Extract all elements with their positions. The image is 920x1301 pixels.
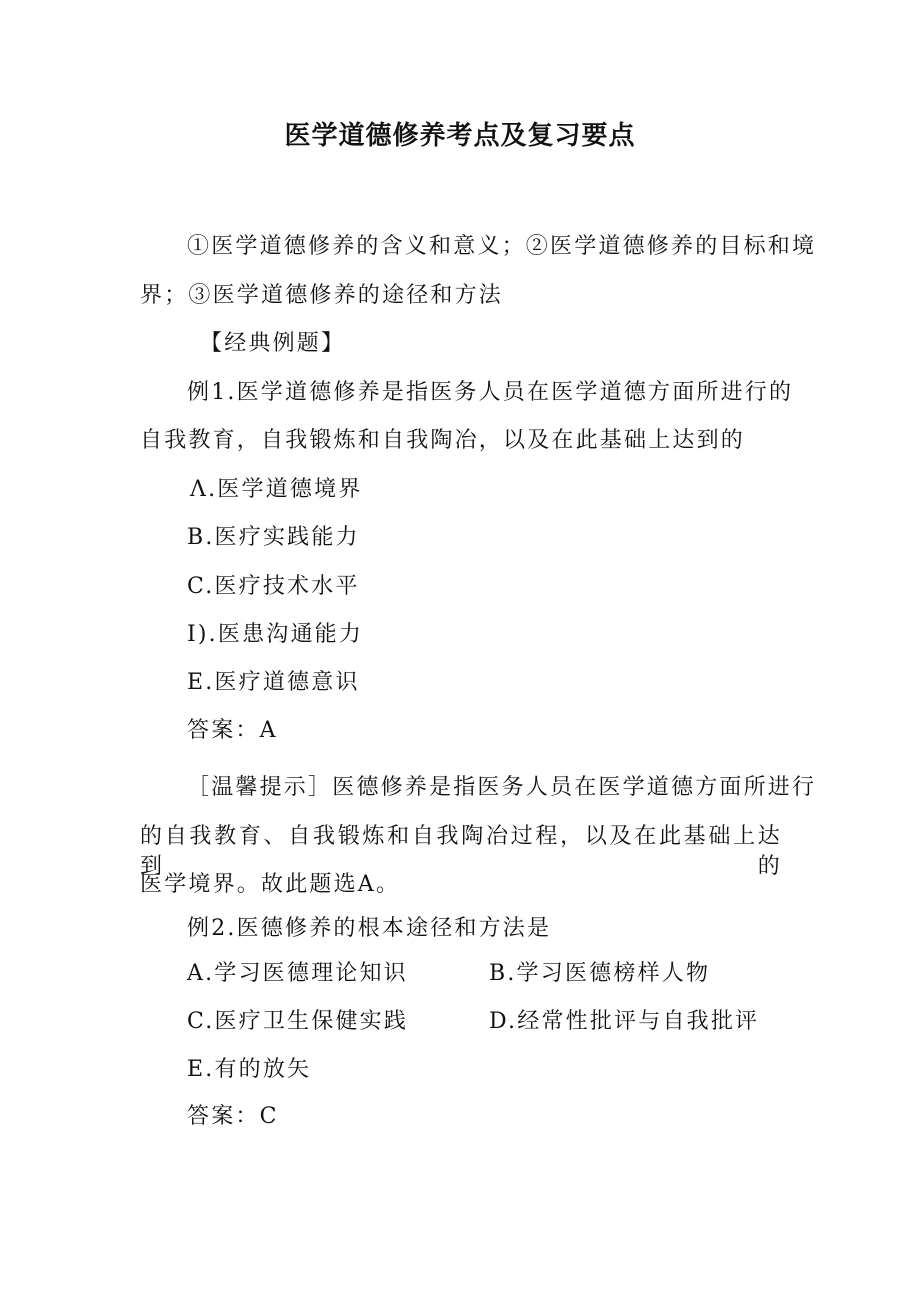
example2-answer: 答案：C xyxy=(187,1104,279,1129)
example2-option-e: E.有的放矢 xyxy=(187,1057,312,1082)
example1-question-line-2: 自我教育，自我锻炼和自我陶冶，以及在此基础上达到的 xyxy=(140,428,746,453)
intro-line-2: 界；③医学道德修养的途径和方法 xyxy=(140,283,504,308)
example1-hint-line-1: ［温馨提示］医德修养是指医务人员在医学道德方面所进行 xyxy=(187,775,817,800)
section-heading: 【经典例题】 xyxy=(200,331,346,356)
example1-option-a: Λ.医学道德境界 xyxy=(190,477,363,502)
example2-option-b: B.学习医德榜样人物 xyxy=(489,961,711,986)
example1-answer: 答案：A xyxy=(187,718,278,743)
example1-option-d: I).医患沟通能力 xyxy=(187,622,364,647)
example2-question: 例2.医德修养的根本途径和方法是 xyxy=(187,916,552,941)
example1-question-line-1: 例1.医学道德修养是指医务人员在医学道德方面所进行的 xyxy=(187,380,794,405)
example2-option-a: A.学习医德理论知识 xyxy=(187,961,408,986)
example2-option-c: C.医疗卫生保健实践 xyxy=(187,1009,409,1034)
intro-line-1: ①医学道德修养的含义和意义；②医学道德修养的目标和境 xyxy=(187,234,817,259)
example2-option-d: D.经常性批评与自我批评 xyxy=(489,1009,760,1034)
page-title: 医学道德修养考点及复习要点 xyxy=(284,121,636,151)
example1-hint-line-2: 的自我教育、自我锻炼和自我陶冶过程，以及在此基础上达到的 xyxy=(140,824,782,879)
example1-option-b: B.医疗实践能力 xyxy=(187,525,360,550)
example1-hint-line-3: 医学境界。故此题选A。 xyxy=(140,872,401,897)
example1-option-e: E.医疗道德意识 xyxy=(187,670,360,695)
example1-option-c: C.医疗技术水平 xyxy=(187,574,360,599)
